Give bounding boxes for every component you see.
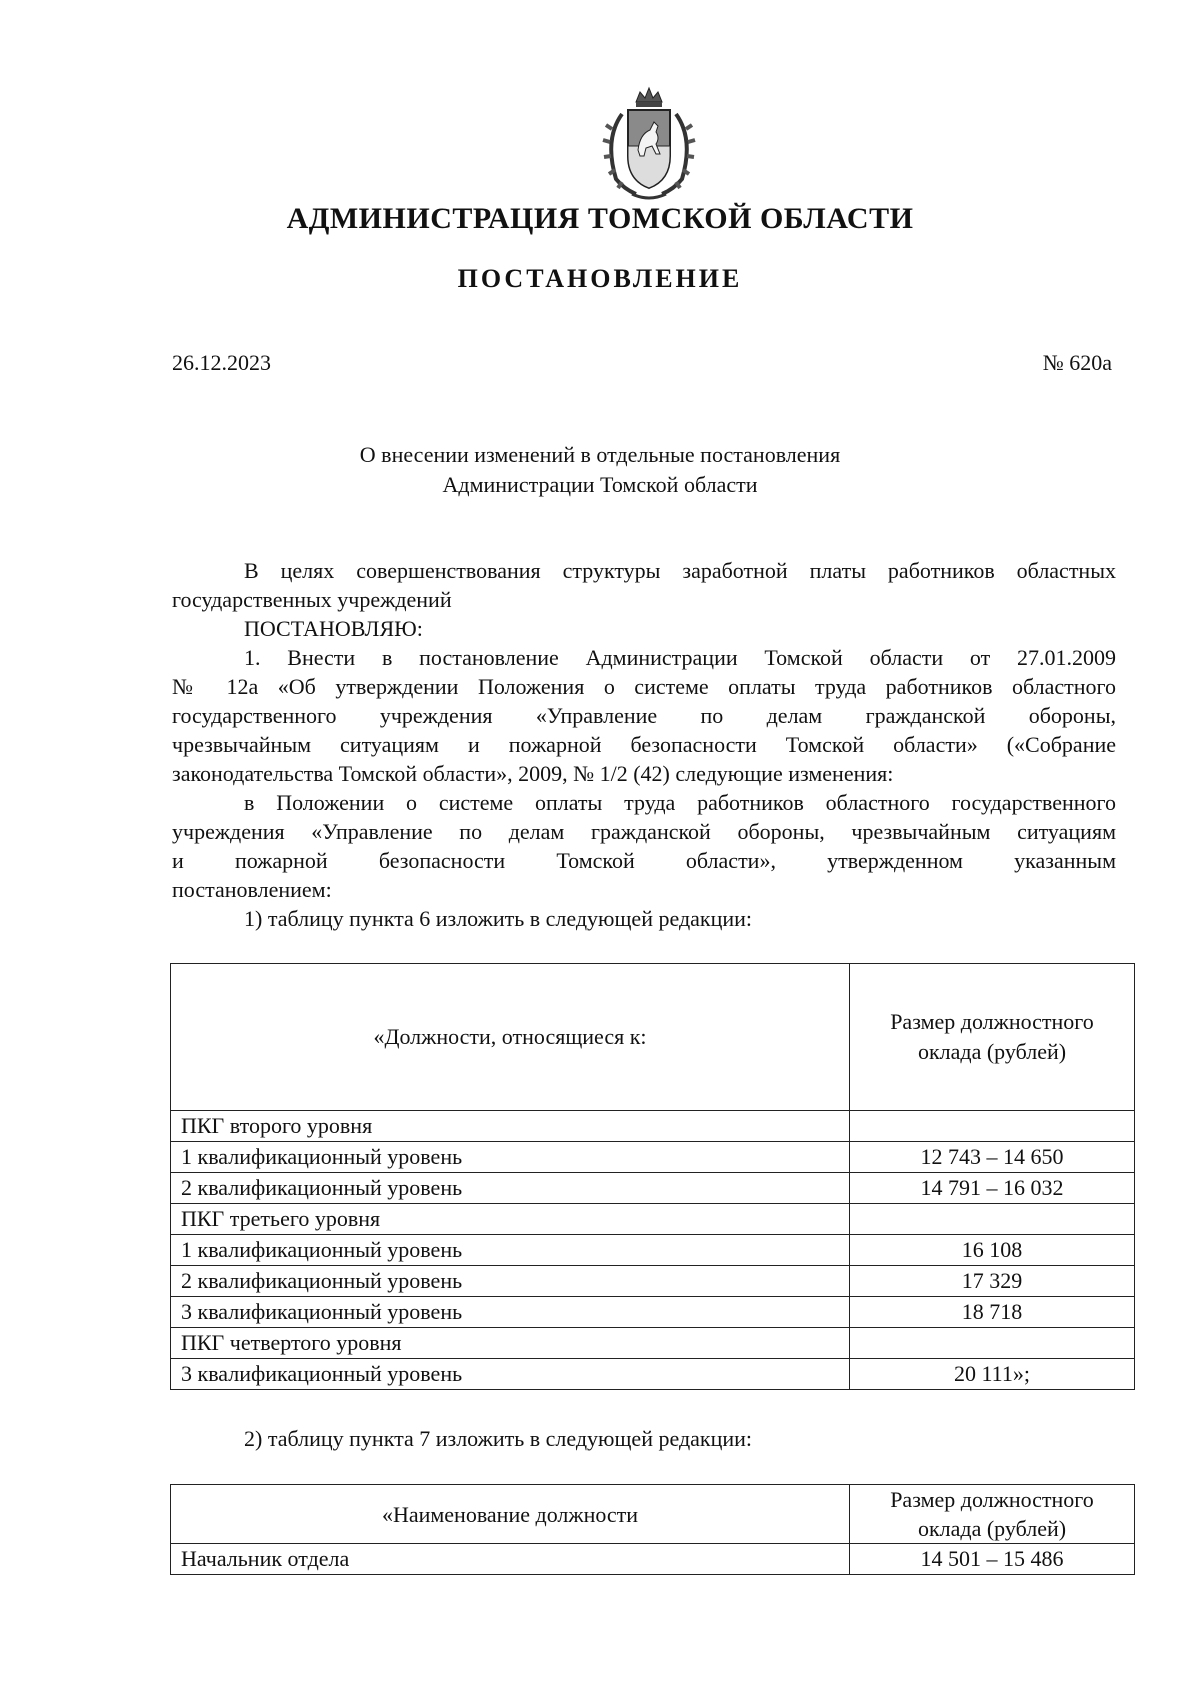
preamble-line: В целях совершенствования структуры заработной платы работников областных [244, 558, 1116, 583]
decree-word: ПОСТАНОВЛЯЮ: [244, 616, 423, 641]
row-name: Начальник отдела [171, 1544, 850, 1575]
header-line: Размер должностного [890, 1487, 1094, 1512]
subject-line: О внесении изменений в отдельные постановления [359, 442, 841, 467]
regulation-line: постановлением: [172, 877, 332, 902]
table-header-cell [850, 964, 1135, 1111]
table-row [171, 1173, 1135, 1204]
regulation-line: в Положении о системе оплаты труда работников областного государственного [244, 790, 1116, 815]
row-value: 14 791 – 16 032 [850, 1173, 1135, 1204]
header-line: оклада (рублей) [917, 1516, 1067, 1541]
table-row [171, 1235, 1135, 1266]
row-value [850, 1204, 1135, 1235]
row-value: 18 718 [850, 1297, 1135, 1328]
item1-line: законодательства Томской области», 2009, № 1/2 (42) следующие изменения: [172, 761, 894, 786]
row-value: 17 329 [850, 1266, 1135, 1297]
item1-line: 1. Внести в постановление Администрации Томской области от 27.01.2009 [244, 645, 1116, 670]
regulation-line: учреждения «Управление по делам гражданской обороны, чрезвычайным ситуациям [172, 819, 1116, 844]
table-row [171, 1328, 1135, 1359]
table-header-row [171, 964, 1135, 1111]
table-row [171, 1359, 1135, 1390]
document-number: № 620а [1042, 350, 1112, 375]
table-row [171, 1111, 1135, 1142]
preamble-line: государственных учреждений [172, 587, 452, 612]
table-row [171, 1544, 1135, 1575]
point2-text: 2) таблицу пункта 7 изложить в следующей редакции: [244, 1426, 753, 1451]
row-value: 16 108 [850, 1235, 1135, 1266]
document-subject [0, 440, 1200, 500]
table-row [171, 1204, 1135, 1235]
coat-of-arms-icon [594, 84, 704, 204]
document-body [172, 556, 1116, 933]
document-type: ПОСТАНОВЛЕНИЕ [457, 264, 743, 293]
item1-line: № 12а «Об утверждении Положения о системе оплаты труда работников областного [172, 674, 1116, 699]
row-value: 14 501 – 15 486 [850, 1544, 1135, 1575]
table-row [171, 1266, 1135, 1297]
table-header-cell [850, 1485, 1135, 1544]
row-name: 2 квалификационный уровень [171, 1266, 850, 1297]
row-name: 1 квалификационный уровень [171, 1235, 850, 1266]
table-header-row [171, 1485, 1135, 1544]
row-name: ПКГ четвертого уровня [171, 1328, 850, 1359]
header-line: Размер должностного [890, 1009, 1094, 1034]
header-line: оклада (рублей) [917, 1039, 1067, 1064]
point1-text: 1) таблицу пункта 6 изложить в следующей редакции: [244, 906, 753, 931]
row-name: 3 квалификационный уровень [171, 1359, 850, 1390]
row-name: 2 квалификационный уровень [171, 1173, 850, 1204]
organization-title: АДМИНИСТРАЦИЯ ТОМСКОЙ ОБЛАСТИ [286, 202, 914, 235]
row-name: 3 квалификационный уровень [171, 1297, 850, 1328]
row-value [850, 1328, 1135, 1359]
table-header-cell: «Должности, относящиеся к: [171, 964, 850, 1111]
row-value: 12 743 – 14 650 [850, 1142, 1135, 1173]
table-row [171, 1297, 1135, 1328]
row-value [850, 1111, 1135, 1142]
table-header-cell: «Наименование должности [171, 1485, 850, 1544]
row-name: ПКГ третьего уровня [171, 1204, 850, 1235]
document-date: 26.12.2023 [172, 350, 271, 375]
salary-table-point-7 [170, 1484, 1135, 1575]
subject-line: Администрации Томской области [442, 472, 758, 497]
item1-line: чрезвычайным ситуациям и пожарной безопасности Томской области» («Собрание [172, 732, 1116, 757]
row-value: 20 111»; [850, 1359, 1135, 1390]
item1-line: государственного учреждения «Управление по делам гражданской обороны, [172, 703, 1116, 728]
row-name: ПКГ второго уровня [171, 1111, 850, 1142]
row-name: 1 квалификационный уровень [171, 1142, 850, 1173]
salary-table-point-6 [170, 963, 1135, 1390]
table-row [171, 1142, 1135, 1173]
regulation-line: и пожарной безопасности Томской области», утвержденном указанным [172, 848, 1116, 873]
